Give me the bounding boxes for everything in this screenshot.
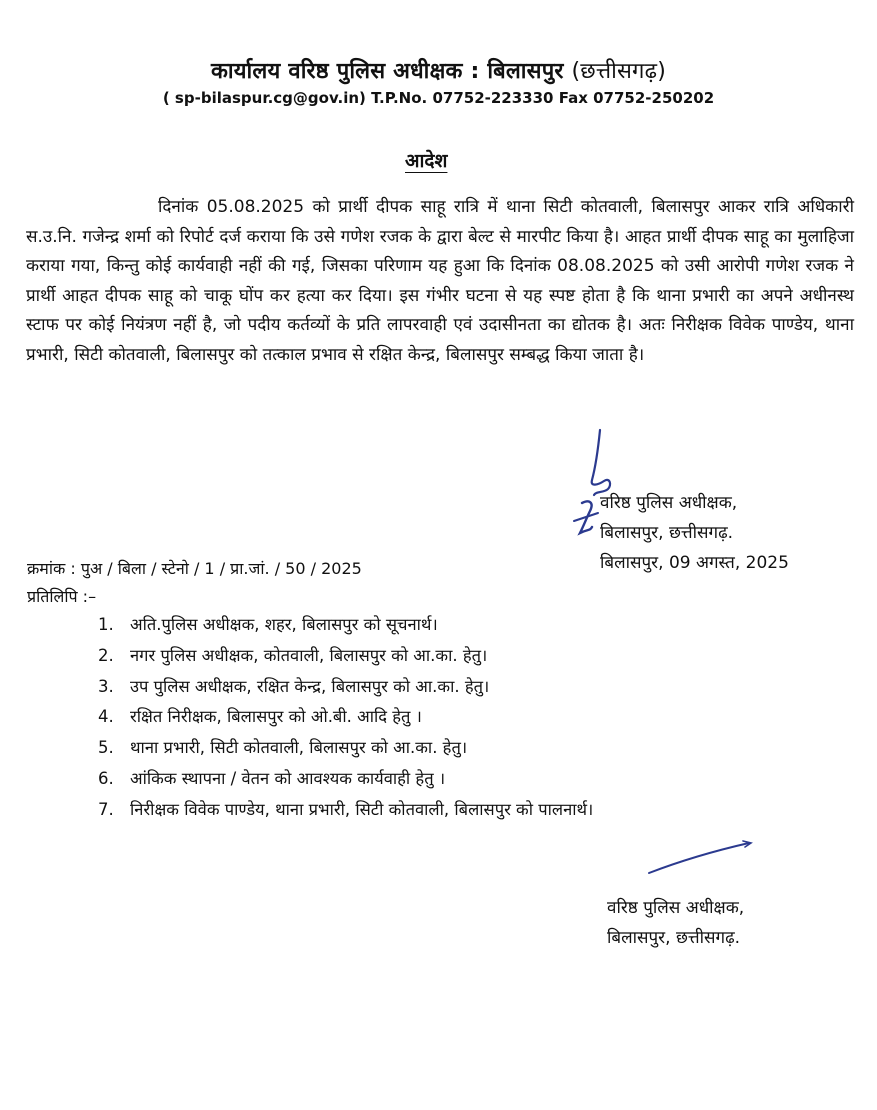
signatory-location: बिलासपुर, छत्तीसगढ़. <box>600 523 734 543</box>
signatory-designation: वरिष्ठ पुलिस अधीक्षक, <box>607 898 745 918</box>
signatory-designation: वरिष्ठ पुलिस अधीक्षक, <box>600 493 738 513</box>
list-item-text: रक्षित निरीक्षक, बिलासपुर को ओ.बी. आदि हेतु । <box>130 707 422 727</box>
list-item-number: 6. <box>98 768 114 788</box>
list-item-number: 7. <box>98 799 114 819</box>
list-item <box>98 702 593 733</box>
list-item-text: निरीक्षक विवेक पाण्डेय, थाना प्रभारी, सिटी कोतवाली, बिलासपुर को पालनार्थ। <box>130 799 594 819</box>
reference-number: क्रमांक : पुअ / बिला / स्टेनो / 1 / प्रा.जां. / 50 / 2025 <box>27 559 362 578</box>
office-contact: ( sp-bilaspur.cg@gov.in) T.P.No. 07752-223330 Fax 07752-250202 <box>162 89 715 107</box>
list-item <box>98 641 593 672</box>
list-item-number: 5. <box>98 738 114 758</box>
office-state: (छत्तीसगढ़) <box>571 59 667 84</box>
list-item-number: 2. <box>98 645 114 665</box>
list-item-text: थाना प्रभारी, सिटी कोतवाली, बिलासपुर को आ.का. हेतु। <box>130 738 468 758</box>
office-title <box>0 55 877 85</box>
list-item-number: 1. <box>98 615 114 634</box>
list-item <box>98 764 593 795</box>
signatory-location: बिलासपुर, छत्तीसगढ़. <box>607 928 741 948</box>
list-item <box>98 610 593 641</box>
list-item-number: 4. <box>98 707 114 727</box>
handwritten-signature-icon <box>645 835 755 880</box>
list-item-text: अति.पुलिस अधीक्षक, शहर, बिलासपुर को सूचनार्थ। <box>130 615 438 634</box>
list-item-text: आंकिक स्थापना / वेतन को आवश्यक कार्यवाही हेतु । <box>130 768 446 788</box>
list-item-number: 3. <box>98 676 114 696</box>
office-name: कार्यालय वरिष्ठ पुलिस अधीक्षक : बिलासपुर <box>210 59 564 84</box>
list-item-text: नगर पुलिस अधीक्षक, कोतवाली, बिलासपुर को आ.का. हेतु। <box>130 645 488 665</box>
copy-label: प्रतिलिपि :– <box>27 587 97 606</box>
list-item-text: उप पुलिस अधीक्षक, रक्षित केन्द्र, बिलासपुर को आ.का. हेतु। <box>130 676 490 696</box>
copy-list <box>98 610 593 826</box>
signatory-block-top <box>600 488 789 578</box>
list-item <box>98 733 593 764</box>
order-body: दिनांक 05.08.2025 को प्रार्थी दीपक साहू रात्रि में थाना सिटी कोतवाली, बिलासपुर आकर रात्रि अधिकारी स.उ.नि. गजेन्द्र शर्मा को रिपोर्ट दर्ज कराया कि उसे गणेश रजक के द्वारा बेल्ट से मारपीट किया है। आहत प्रार्थी दीपक साहू का मुलाहिजा कराया गया, किन्तु कोई कार्यवाही नहीं की गई, जिसका परिणाम यह हुआ कि दिनांक 08.08.2025 को उसी आरोपी गणेश रजक ने प्रार्थी आहत दीपक साहू को चाकू घोंप कर हत्या कर दिया। इस गंभीर घटना से यह स्पष्ट होता है कि थाना प्रभारी का अपने अधीनस्थ स्टाफ पर कोई नियंत्रण नहीं है, जो पदीय कर्तव्यों के प्रति लापरवाही एवं उदासीनता का द्योतक है। अतः निरीक्षक विवेक पाण्डेय, थाना प्रभारी, सिटी कोतवाली, बिलासपुर को तत्काल प्रभाव से रक्षित केन्द्र, बिलासपुर सम्बद्ध किया जाता है। <box>26 197 854 365</box>
signatory-date: बिलासपुर, 09 अगस्त, 2025 <box>600 553 789 573</box>
order-heading: आदेश <box>405 150 448 172</box>
list-item <box>98 795 593 826</box>
signatory-block-bottom <box>607 893 744 953</box>
list-item <box>98 672 593 703</box>
